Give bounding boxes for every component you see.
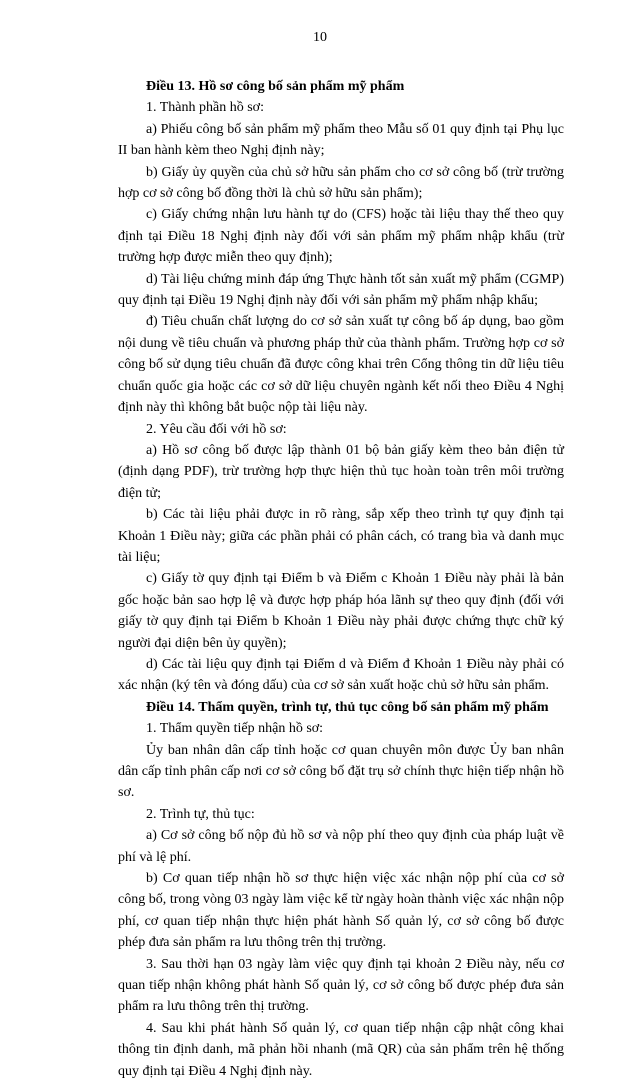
paragraph: d) Tài liệu chứng minh đáp ứng Thực hành tốt sản xuất mỹ phẩm (CGMP) quy định tại Điều 19 Nghị định này đối với sản phẩm mỹ phẩm nhập khẩu; xyxy=(118,271,564,309)
paragraph: b) Các tài liệu phải được in rõ ràng, sắp xếp theo trình tự quy định tại Khoản 1 Điều này; giữa các phần phải có phân cách, có trang bìa và danh mục tài liệu; xyxy=(118,507,564,565)
article-14-heading: Điều 14. Thẩm quyền, trình tự, thủ tục công bố sản phẩm mỹ phẩm xyxy=(146,699,549,715)
paragraph: d) Các tài liệu quy định tại Điểm d và Điểm đ Khoản 1 Điều này phải có xác nhận (ký tên và đóng dấu) của cơ sở sản xuất hoặc chủ sở hữu sản phẩm. xyxy=(118,656,564,694)
paragraph: c) Giấy tờ quy định tại Điểm b và Điểm c Khoản 1 Điều này phải là bản gốc hoặc bản sao hợp lệ và được hợp pháp hóa lãnh sự theo quy định (đối với giấy tờ quy định tại Điểm b Khoản 1 Điều này phải được chứng thực chữ ký người đại diện bên ủy quyền); xyxy=(118,571,564,651)
paragraph: b) Cơ quan tiếp nhận hồ sơ thực hiện việc xác nhận nộp phí của cơ sở công bố, trong vòng 03 ngày làm việc kể từ ngày hoàn thành việc xác nhận nộp phí, cơ quan tiếp nhận thực hiện phát hành Số quản lý, cơ sở công bố được phép đưa sản phẩm ra lưu thông trên thị trường. xyxy=(118,871,564,951)
document-body xyxy=(118,76,564,1082)
paragraph: a) Phiếu công bố sản phẩm mỹ phẩm theo Mẫu số 01 quy định tại Phụ lục II ban hành kèm theo Nghị định này; xyxy=(118,121,564,159)
paragraph: b) Giấy ủy quyền của chủ sở hữu sản phẩm cho cơ sở công bố (trừ trường hợp cơ sở công bố đồng thời là chủ sở hữu sản phẩm); xyxy=(118,164,564,202)
paragraph: 4. Sau khi phát hành Số quản lý, cơ quan tiếp nhận cập nhật công khai thông tin định danh, mã phản hồi nhanh (mã QR) của sản phẩm trên hệ thống quy định tại Điều 4 Nghị định này. xyxy=(118,1020,564,1079)
paragraph: c) Giấy chứng nhận lưu hành tự do (CFS) hoặc tài liệu thay thế theo quy định tại Điều 18 Nghị định này đối với sản phẩm mỹ phẩm nhập khẩu (trừ trường hợp được miễn theo quy định); xyxy=(118,207,564,266)
article-13-heading: Điều 13. Hồ sơ công bố sản phẩm mỹ phẩm xyxy=(146,79,405,94)
paragraph: 3. Sau thời hạn 03 ngày làm việc quy định tại khoản 2 Điều này, nếu cơ quan tiếp nhận không phát hành Số quản lý, cơ sở công bố được phép đưa sản phẩm ra lưu thông trên thị trường. xyxy=(118,956,564,1015)
paragraph: 1. Thẩm quyền tiếp nhận hồ sơ: xyxy=(146,721,324,737)
paragraph: 2. Trình tự, thủ tục: xyxy=(146,806,255,822)
paragraph: 1. Thành phần hồ sơ: xyxy=(146,100,264,116)
page-number: 10 xyxy=(313,30,327,45)
paragraph: a) Cơ sở công bố nộp đủ hồ sơ và nộp phí theo quy định của pháp luật về phí và lệ phí. xyxy=(118,828,564,865)
paragraph: Ủy ban nhân dân cấp tỉnh hoặc cơ quan chuyên môn được Ủy ban nhân dân cấp tỉnh phân cấp nơi cơ sở công bố đặt trụ sở chính thực hiện tiếp nhận hồ sơ. xyxy=(118,742,564,801)
paragraph: đ) Tiêu chuẩn chất lượng do cơ sở sản xuất tự công bố áp dụng, bao gồm nội dung về tiêu chuẩn và phương pháp thử của thành phẩm. Trường hợp cơ sở công bố sử dụng tiêu chuẩn đã được công khai trên Cổng thông tin dữ liệu tiêu chuẩn quốc gia hoặc các cơ sở dữ liệu chuyên ngành kết nối theo Điều 4 Nghị định này thì không bắt buộc nộp tài liệu này. xyxy=(118,314,564,416)
paragraph: a) Hồ sơ công bố được lập thành 01 bộ bản giấy kèm theo bản điện tử (định dạng PDF), trừ trường hợp thực hiện thủ tục hoàn toàn trên môi trường điện tử; xyxy=(118,442,564,501)
paragraph: 2. Yêu cầu đối với hồ sơ: xyxy=(146,421,287,437)
